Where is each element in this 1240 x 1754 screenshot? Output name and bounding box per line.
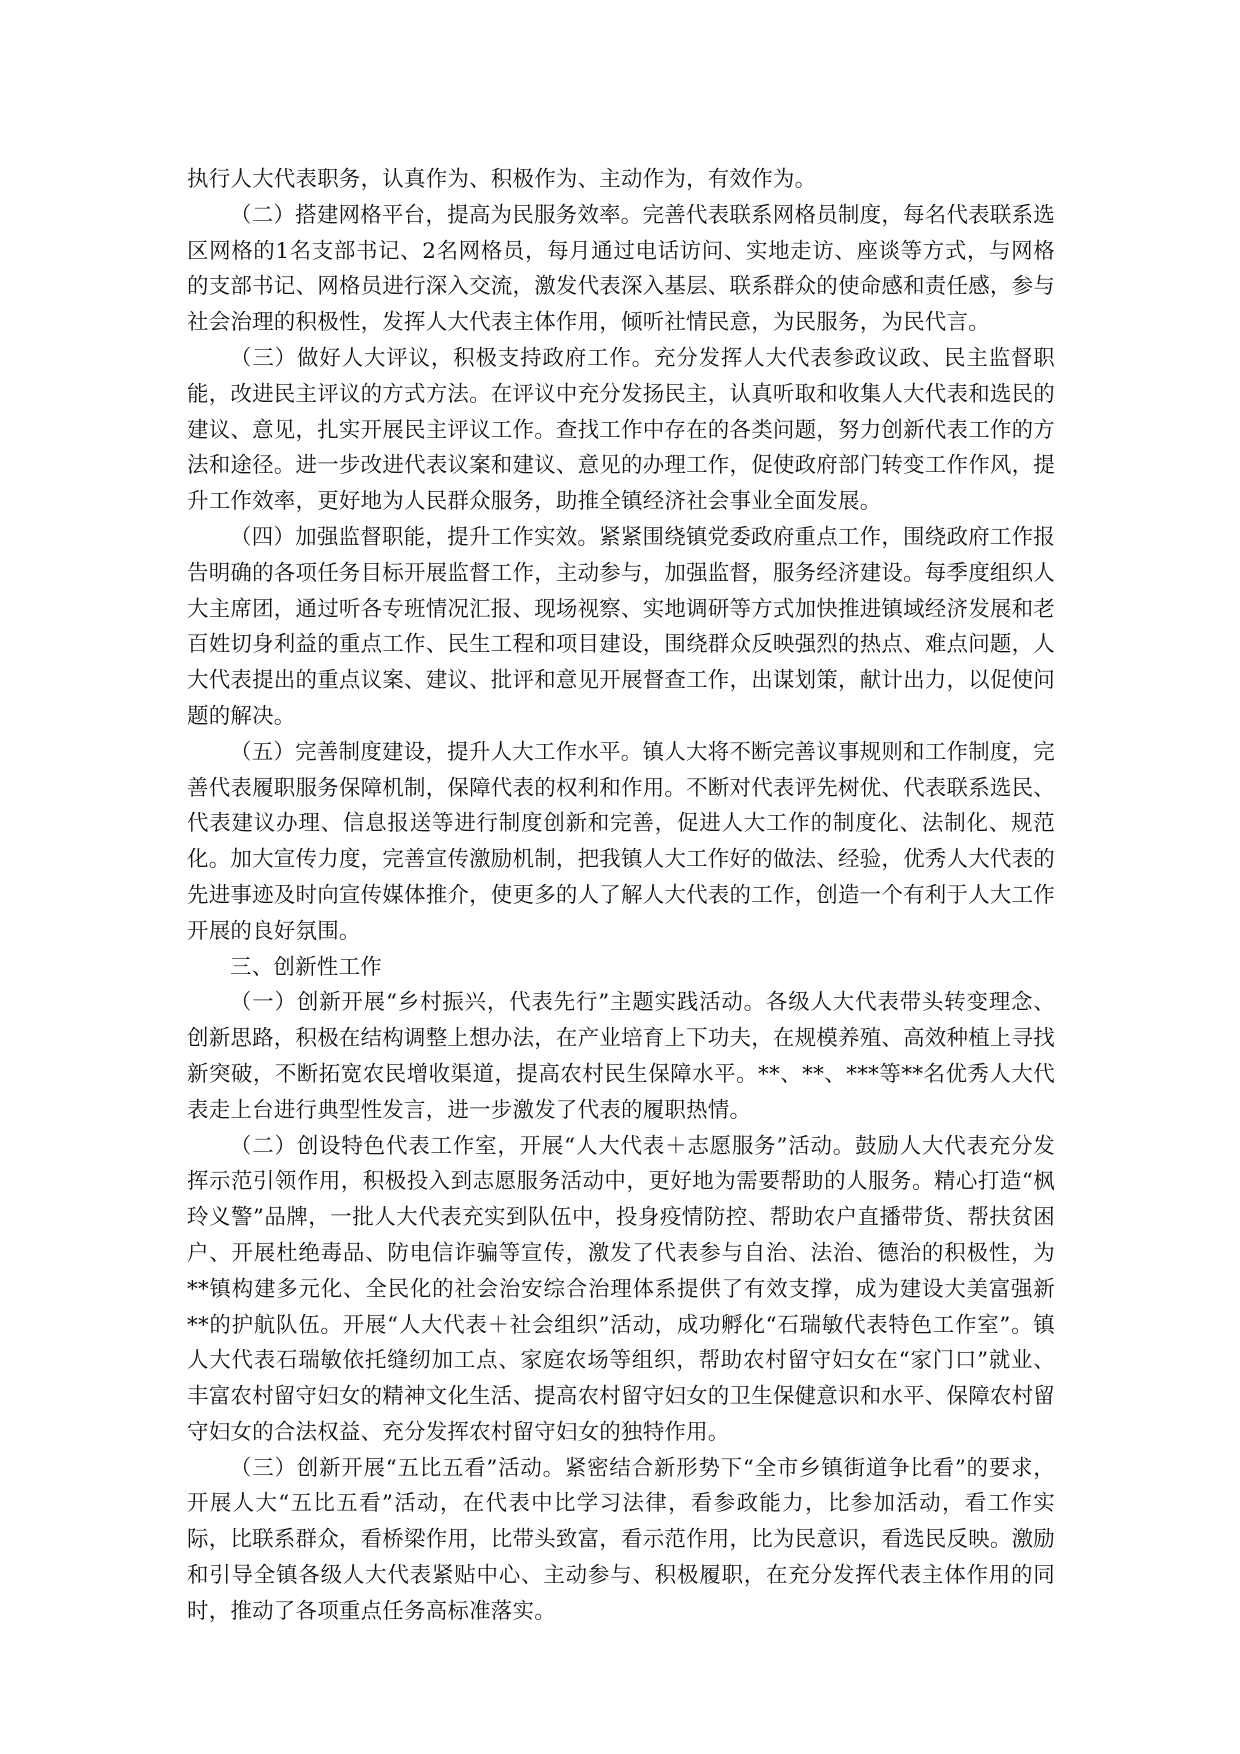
paragraph-five-compare-five-look: （三）创新开展“五比五看”活动。紧密结合新形势下“全市乡镇街道争比看”的要求，开展人大“五比五看”活动，在代表中比学习法律，看参政能力，比参加活动，看工作实际，比联系群众，看桥梁作用，比带头致富，看示范作用，比为民意识，看选民反映。激励和引导全镇各级人大代表紧贴中心、主动参与、积极履职，在充分发挥代表主体作用的同时，推动了各项重点任务高标准落实。 bbox=[187, 1455, 1056, 1624]
paragraph-continuation: 执行人大代表职务，认真作为、积极作为、主动作为，有效作为。 bbox=[187, 167, 817, 192]
paragraph-supervision: （四）加强监督职能，提升工作实效。紧紧围绕镇党委政府重点工作，围绕政府工作报告明确的各项任务目标开展监督工作，主动参与，加强监督，服务经济建设。每季度组织人大主席团，通过听各专班情况汇报、现场视察、实地调研等方式加快推进镇域经济发展和老百姓切身利益的重点工作、民生工程和项目建设，围绕群众反映强烈的热点、难点问题，人大代表提出的重点议案、建议、批评和意见开展督查工作，出谋划策，献计出力，以促使问题的解决。 bbox=[187, 524, 1056, 729]
paragraph-representative-studio: （二）创设特色代表工作室，开展“人大代表＋志愿服务”活动。鼓励人大代表充分发挥示范引领作用，积极投入到志愿服务活动中，更好地为需要帮助的人服务。精心打造“枫玲义警”品牌，一批人大代表充实到队伍中，投身疫情防控、帮助农户直播带货、帮扶贫困户、开展杜绝毒品、防电信诈骗等宣传，激发了代表参与自治、法治、德治的积极性，为**镇构建多元化、全民化的社会治安综合治理体系提供了有效支撑，成为建设大美富强新**的护航队伍。开展“人大代表＋社会组织”活动，成功孵化“石瑞敏代表特色工作室”。镇人大代表石瑞敏依托缝纫加工点、家庭农场等组织，帮助农村留守妇女在“家门口”就业、丰富农村留守妇女的精神文化生活、提高农村留守妇女的卫生保健意识和水平、保障农村留守妇女的合法权益、充分发挥农村留守妇女的独特作用。 bbox=[187, 1133, 1056, 1445]
paragraph-review: （三）做好人大评议，积极支持政府工作。充分发挥人大代表参政议政、民主监督职能，改进民主评议的方式方法。在评议中充分发扬民主，认真听取和收集人大代表和选民的建议、意见，扎实开展民主评议工作。查找工作中存在的各类问题，努力创新代表工作的方法和途径。进一步改进代表议案和建议、意见的办理工作，促使政府部门转变工作作风，提升工作效率，更好地为人民群众服务，助推全镇经济社会事业全面发展。 bbox=[187, 345, 1056, 515]
paragraph-rural-revitalization: （一）创新开展“乡村振兴，代表先行”主题实践活动。各级人大代表带头转变理念、创新思路，积极在结构调整上想办法，在产业培育上下功夫，在规模养殖、高效种植上寻找新突破，不断拓宽农民增收渠道，提高农村民生保障水平。**、**、***等**名优秀人大代表走上台进行典型性发言，进一步激发了代表的履职热情。 bbox=[187, 990, 1056, 1123]
document-body bbox=[187, 162, 1055, 1630]
section-heading-innovative-work: 三、创新性工作 bbox=[230, 954, 382, 980]
paragraph-grid-platform: （二）搭建网格平台，提高为民服务效率。完善代表联系网格员制度，每名代表联系选区网格的1名支部书记、2名网格员，每月通过电话访问、实地走访、座谈等方式，与网格的支部书记、网格员进行深入交流，激发代表深入基层、联系群众的使命感和责任感，参与社会治理的积极性，发挥人大代表主体作用，倾听社情民意，为民服务，为民代言。 bbox=[187, 202, 1056, 336]
paragraph-system-building: （五）完善制度建设，提升人大工作水平。镇人大将不断完善议事规则和工作制度，完善代表履职服务保障机制，保障代表的权利和作用。不断对代表评先树优、代表联系选民、代表建议办理、信息报送等进行制度创新和完善，促进人大工作的制度化、法制化、规范化。加大宣传力度，完善宣传激励机制，把我镇人大工作好的做法、经验，优秀人大代表的先进事迹及时向宣传媒体推介，使更多的人了解人大代表的工作，创造一个有利于人大工作开展的良好氛围。 bbox=[187, 739, 1056, 944]
